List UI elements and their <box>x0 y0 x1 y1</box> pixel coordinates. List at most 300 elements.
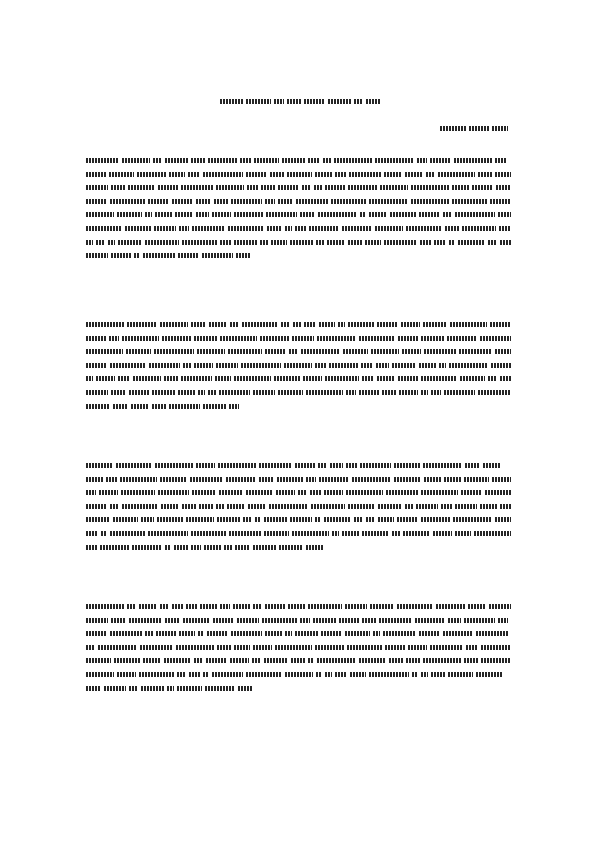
word-mark <box>241 363 281 368</box>
word-mark <box>139 672 174 677</box>
word-mark <box>325 376 359 381</box>
word-mark <box>455 212 495 217</box>
text-line <box>86 322 511 327</box>
word-mark <box>292 336 314 341</box>
word-mark <box>301 349 340 354</box>
word-mark <box>162 336 191 341</box>
word-mark <box>329 363 358 368</box>
word-mark <box>183 618 210 623</box>
word-mark <box>120 477 157 482</box>
word-mark <box>315 172 332 177</box>
word-mark <box>327 240 345 245</box>
word-mark <box>478 172 492 177</box>
word-mark <box>215 376 231 381</box>
word-mark <box>86 404 110 409</box>
word-mark <box>275 645 312 650</box>
word-mark <box>188 172 200 177</box>
word-mark <box>243 517 252 522</box>
word-mark <box>346 490 383 495</box>
word-mark <box>308 604 342 609</box>
word-mark <box>208 390 216 395</box>
text-line <box>86 631 511 636</box>
word-mark <box>292 531 329 536</box>
word-mark <box>354 517 363 522</box>
word-mark <box>397 517 418 522</box>
word-mark <box>96 240 105 245</box>
word-mark <box>216 185 244 190</box>
word-mark <box>348 504 375 509</box>
word-mark <box>228 349 262 354</box>
word-mark <box>86 349 123 354</box>
text-line <box>86 686 511 691</box>
word-mark <box>443 631 473 636</box>
word-mark <box>348 240 362 245</box>
word-mark <box>306 390 343 395</box>
word-mark <box>111 618 126 623</box>
text-line <box>86 240 511 245</box>
word-mark <box>444 477 461 482</box>
word-mark <box>202 253 233 258</box>
word-mark <box>86 390 108 395</box>
word-mark <box>417 158 427 163</box>
word-mark <box>213 618 234 623</box>
word-mark <box>246 490 273 495</box>
text-line <box>86 477 511 482</box>
text-line <box>86 531 511 536</box>
word-mark <box>148 199 169 204</box>
word-mark <box>198 631 204 636</box>
word-mark <box>406 226 442 231</box>
word-mark <box>378 517 394 522</box>
word-mark <box>145 212 152 217</box>
word-mark <box>419 631 440 636</box>
text-line <box>86 672 511 677</box>
word-mark <box>219 490 243 495</box>
word-mark <box>86 253 108 258</box>
word-mark <box>318 463 327 468</box>
word-mark <box>371 349 399 354</box>
word-mark <box>480 336 511 341</box>
word-mark <box>377 376 395 381</box>
word-mark <box>86 618 108 623</box>
word-mark <box>148 531 188 536</box>
word-mark <box>246 672 282 677</box>
word-mark <box>443 212 452 217</box>
word-mark <box>183 363 191 368</box>
word-mark <box>246 172 267 177</box>
word-mark <box>278 185 299 190</box>
word-mark <box>181 376 212 381</box>
word-mark <box>169 172 185 177</box>
word-mark <box>481 658 511 663</box>
word-mark <box>498 212 511 217</box>
word-mark <box>394 477 421 482</box>
word-mark <box>233 604 250 609</box>
word-mark <box>360 212 366 217</box>
word-mark <box>219 390 250 395</box>
word-mark <box>186 604 197 609</box>
word-mark <box>287 99 301 104</box>
word-mark <box>431 672 445 677</box>
word-mark <box>419 212 440 217</box>
text-line <box>86 490 511 495</box>
word-mark <box>253 645 272 650</box>
word-mark <box>325 672 332 677</box>
word-mark <box>248 504 266 509</box>
text-line <box>86 604 511 609</box>
word-mark <box>423 322 447 327</box>
word-mark <box>346 463 357 468</box>
word-mark <box>389 658 403 663</box>
word-mark <box>454 158 492 163</box>
word-mark <box>86 199 107 204</box>
word-mark <box>352 477 391 482</box>
word-mark <box>321 631 342 636</box>
word-mark <box>108 240 115 245</box>
word-mark <box>178 253 199 258</box>
word-mark <box>500 504 511 509</box>
word-mark <box>342 226 372 231</box>
word-mark <box>86 545 97 550</box>
word-mark <box>376 363 389 368</box>
word-mark <box>282 158 305 163</box>
word-mark <box>234 212 263 217</box>
word-mark <box>230 322 239 327</box>
word-mark <box>161 504 179 509</box>
word-mark <box>314 185 322 190</box>
word-mark <box>86 463 113 468</box>
word-mark <box>122 336 159 341</box>
word-mark <box>318 212 357 217</box>
text-line <box>86 185 511 190</box>
word-mark <box>480 504 497 509</box>
word-mark <box>453 517 492 522</box>
word-mark <box>279 545 303 550</box>
word-mark <box>113 517 138 522</box>
word-mark <box>143 253 175 258</box>
text-line <box>86 390 511 395</box>
word-mark <box>345 631 370 636</box>
word-mark <box>304 99 325 104</box>
word-mark <box>86 477 103 482</box>
word-mark <box>212 672 243 677</box>
word-mark <box>421 336 444 341</box>
word-mark <box>378 504 402 509</box>
word-mark <box>118 376 130 381</box>
word-mark <box>247 185 258 190</box>
word-mark <box>441 504 452 509</box>
word-mark <box>423 463 462 468</box>
word-mark <box>203 672 209 677</box>
word-mark <box>495 158 507 163</box>
word-mark <box>343 349 368 354</box>
word-mark <box>160 477 187 482</box>
word-mark <box>430 645 463 650</box>
word-mark <box>316 240 324 245</box>
word-mark <box>190 477 223 482</box>
word-mark <box>398 336 418 341</box>
word-mark <box>360 463 391 468</box>
text-line <box>86 349 511 354</box>
word-mark <box>86 212 114 217</box>
word-mark <box>411 199 449 204</box>
word-mark <box>485 490 511 495</box>
word-mark <box>152 390 175 395</box>
word-mark <box>158 185 178 190</box>
word-mark <box>431 390 441 395</box>
word-mark <box>158 490 189 495</box>
word-mark <box>160 322 188 327</box>
word-mark <box>234 240 257 245</box>
word-mark <box>377 322 398 327</box>
word-mark <box>220 604 230 609</box>
word-mark <box>164 376 178 381</box>
word-mark <box>177 686 202 691</box>
word-mark <box>189 672 200 677</box>
word-mark <box>359 390 379 395</box>
word-mark <box>110 504 119 509</box>
word-mark <box>86 517 110 522</box>
word-mark <box>153 158 162 163</box>
word-mark <box>382 390 396 395</box>
word-mark <box>488 240 497 245</box>
word-mark <box>306 545 323 550</box>
word-mark <box>310 490 321 495</box>
text-line <box>86 376 511 381</box>
word-mark <box>110 631 142 636</box>
word-mark <box>369 212 387 217</box>
word-mark <box>461 490 482 495</box>
word-mark <box>205 686 235 691</box>
word-mark <box>229 531 261 536</box>
word-mark <box>408 645 427 650</box>
word-mark <box>200 604 217 609</box>
word-mark <box>149 363 180 368</box>
word-mark <box>419 363 436 368</box>
word-mark <box>262 618 297 623</box>
word-mark <box>362 376 374 381</box>
word-mark <box>126 349 151 354</box>
word-mark <box>308 158 320 163</box>
word-mark <box>474 531 511 536</box>
word-mark <box>455 504 477 509</box>
paragraph-1 <box>86 158 511 267</box>
word-mark <box>392 363 416 368</box>
word-mark <box>86 322 124 327</box>
word-mark <box>464 618 495 623</box>
word-mark <box>397 604 433 609</box>
word-mark <box>155 212 172 217</box>
word-mark <box>86 376 93 381</box>
word-mark <box>165 158 188 163</box>
byline <box>440 125 508 135</box>
word-mark <box>315 363 326 368</box>
word-mark <box>186 517 214 522</box>
word-mark <box>296 199 328 204</box>
text-line <box>86 517 511 522</box>
word-mark <box>196 463 215 468</box>
paragraph-4 <box>86 604 511 699</box>
word-mark <box>174 545 188 550</box>
word-mark <box>430 158 451 163</box>
word-mark <box>284 363 312 368</box>
word-mark <box>447 336 477 341</box>
word-mark <box>266 212 297 217</box>
word-mark <box>264 658 288 663</box>
word-mark <box>460 376 485 381</box>
word-mark <box>499 226 511 231</box>
word-mark <box>424 477 441 482</box>
paragraph-3 <box>86 463 511 558</box>
word-mark <box>276 490 295 495</box>
word-mark <box>405 172 423 177</box>
word-mark <box>267 226 282 231</box>
word-mark <box>476 631 508 636</box>
word-mark <box>306 477 316 482</box>
word-mark <box>490 322 511 327</box>
word-mark <box>335 672 347 677</box>
word-mark <box>309 226 339 231</box>
word-mark <box>141 517 154 522</box>
word-mark <box>426 172 435 177</box>
word-mark <box>434 240 446 245</box>
word-mark <box>194 658 203 663</box>
word-mark <box>287 172 312 177</box>
word-mark <box>285 226 292 231</box>
word-mark <box>106 477 117 482</box>
word-mark <box>156 631 176 636</box>
word-mark <box>448 672 473 677</box>
word-mark <box>464 658 478 663</box>
word-mark <box>265 631 282 636</box>
word-mark <box>220 99 243 104</box>
word-mark <box>324 490 343 495</box>
word-mark <box>196 212 209 217</box>
word-mark <box>216 363 238 368</box>
word-mark <box>203 404 226 409</box>
word-mark <box>217 645 231 650</box>
word-mark <box>295 226 306 231</box>
word-mark <box>96 376 115 381</box>
word-mark <box>194 336 217 341</box>
word-mark <box>350 672 366 677</box>
word-mark <box>111 185 125 190</box>
word-mark <box>182 240 217 245</box>
word-mark <box>285 631 292 636</box>
word-mark <box>289 349 298 354</box>
word-mark <box>235 545 250 550</box>
word-mark <box>394 463 420 468</box>
word-mark <box>308 658 314 663</box>
word-mark <box>101 531 107 536</box>
word-mark <box>86 240 93 245</box>
word-mark <box>264 531 289 536</box>
word-mark <box>315 645 344 650</box>
word-mark <box>217 517 240 522</box>
word-mark <box>86 658 111 663</box>
word-mark <box>278 199 293 204</box>
word-mark <box>317 658 356 663</box>
word-mark <box>191 545 201 550</box>
word-mark <box>177 672 186 677</box>
word-mark <box>495 517 511 522</box>
word-mark <box>495 349 511 354</box>
word-mark <box>116 463 152 468</box>
word-mark <box>500 240 511 245</box>
word-mark <box>178 390 195 395</box>
word-mark <box>385 645 405 650</box>
word-mark <box>236 253 251 258</box>
word-mark <box>331 199 366 204</box>
word-mark <box>206 658 227 663</box>
word-mark <box>295 463 315 468</box>
word-mark <box>110 199 145 204</box>
word-mark <box>348 185 377 190</box>
word-mark <box>379 618 412 623</box>
word-mark <box>462 226 496 231</box>
word-mark <box>253 545 276 550</box>
word-mark <box>114 658 140 663</box>
word-mark <box>405 504 413 509</box>
word-mark <box>386 490 418 495</box>
word-mark <box>452 199 487 204</box>
word-mark <box>125 226 151 231</box>
word-mark <box>104 686 126 691</box>
word-mark <box>128 185 155 190</box>
word-mark <box>349 172 381 177</box>
text-line <box>86 253 511 258</box>
text-line <box>86 336 511 341</box>
word-mark <box>100 545 129 550</box>
word-mark <box>169 404 200 409</box>
word-mark <box>209 322 227 327</box>
word-mark <box>109 172 134 177</box>
word-mark <box>167 686 174 691</box>
byline-glyphs <box>440 125 508 131</box>
word-mark <box>345 604 367 609</box>
word-mark <box>197 349 225 354</box>
word-mark <box>291 658 305 663</box>
word-mark <box>440 126 466 131</box>
word-mark <box>334 158 372 163</box>
word-mark <box>199 504 213 509</box>
title-glyphs <box>220 98 380 104</box>
word-mark <box>399 390 418 395</box>
word-mark <box>335 172 346 177</box>
word-mark <box>330 463 343 468</box>
text-line <box>86 172 511 177</box>
word-mark <box>392 531 400 536</box>
word-mark <box>424 349 456 354</box>
text-line <box>86 658 511 663</box>
word-mark <box>127 322 157 327</box>
word-mark <box>246 99 271 104</box>
word-mark <box>313 618 336 623</box>
word-mark <box>311 504 345 509</box>
word-mark <box>338 322 345 327</box>
word-mark <box>196 199 211 204</box>
word-mark <box>226 477 256 482</box>
word-mark <box>300 618 310 623</box>
word-mark <box>86 631 107 636</box>
word-mark <box>194 363 213 368</box>
word-mark <box>290 240 313 245</box>
word-mark <box>127 604 136 609</box>
word-mark <box>445 226 459 231</box>
word-mark <box>122 504 158 509</box>
word-mark <box>420 240 431 245</box>
word-mark <box>234 376 271 381</box>
